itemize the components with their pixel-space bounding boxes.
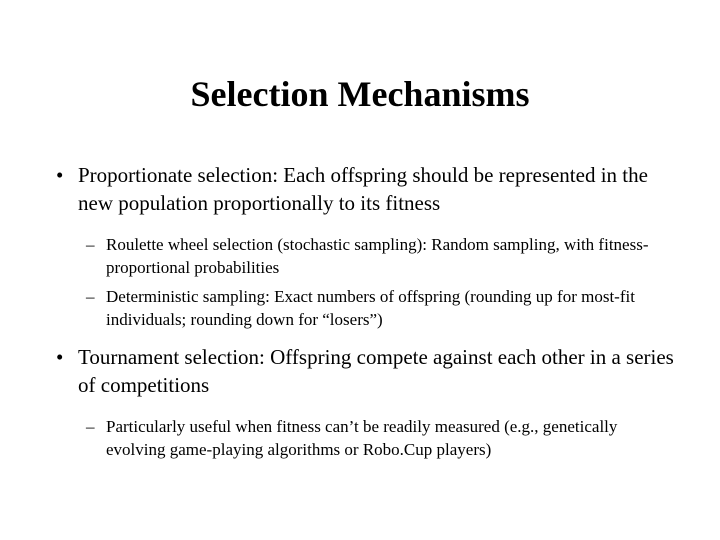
bullet-tournament-selection <box>56 343 676 399</box>
slide-content <box>56 161 676 461</box>
bullet-text: Proportionate selection: Each offspring should be represented in the new population proportionally to its fitness <box>78 163 648 215</box>
subbullet-text: Deterministic sampling: Exact numbers of offspring (rounding up for most-fit individuals; rounding down for “losers”) <box>106 287 635 329</box>
subbullet-marker: – <box>86 287 95 306</box>
subbullet-deterministic-sampling <box>56 285 676 331</box>
subbullet-marker: – <box>86 235 95 254</box>
bullet-marker: • <box>56 345 64 369</box>
bullet-proportionate-selection <box>56 161 676 217</box>
subbullet-marker: – <box>86 417 95 436</box>
bullet-marker: • <box>56 163 64 187</box>
bullet-text: Tournament selection: Offspring compete against each other in a series of competitions <box>78 345 674 397</box>
subbullet-text: Roulette wheel selection (stochastic sampling): Random sampling, with fitness-proportional probabilities <box>106 235 649 277</box>
subbullet-fitness-measurement <box>56 415 676 461</box>
subbullet-text: Particularly useful when fitness can’t be readily measured (e.g., genetically evolving game-playing algorithms or Robo.Cup players) <box>106 417 618 459</box>
subbullet-roulette-wheel <box>56 233 676 279</box>
slide-title: Selection Mechanisms <box>190 74 530 114</box>
